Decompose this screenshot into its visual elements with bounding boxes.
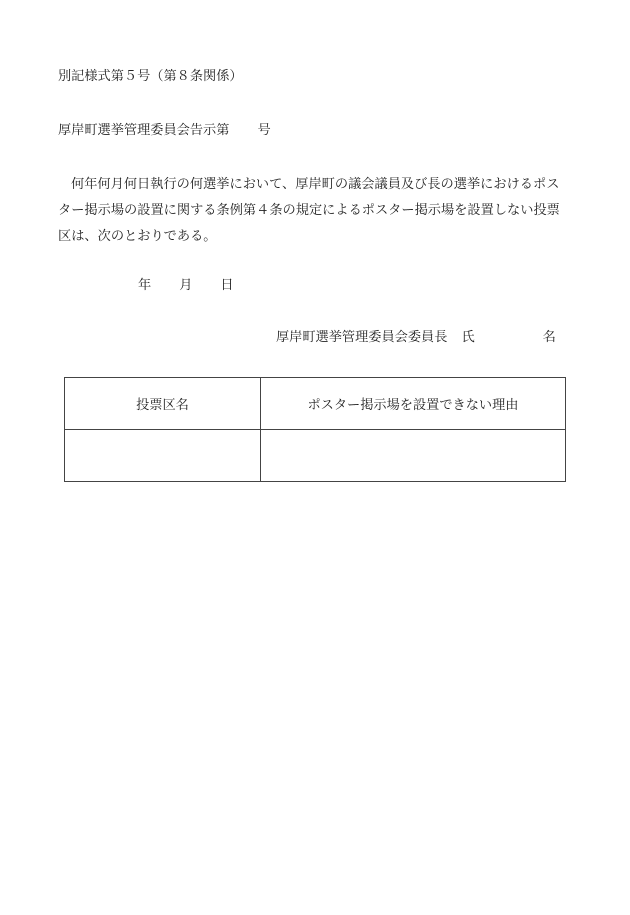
cell-precinct-name [65, 430, 261, 482]
header-reason: ポスター掲示場を設置できない理由 [261, 378, 566, 430]
signer-title: 厚岸町選挙管理委員会委員長 [276, 330, 448, 345]
body-paragraph-line: 何年何月何日執行の何選挙において、厚岸町の議会議員及び長の選挙におけるポス [71, 177, 560, 192]
signer-family-name: 氏 [461, 330, 475, 345]
notice-number [58, 124, 271, 137]
signer-line [276, 331, 556, 344]
date-line [138, 279, 234, 292]
precinct-table [64, 377, 566, 482]
cell-reason [261, 430, 566, 482]
notice-suffix: 号 [257, 123, 271, 138]
date-year: 年 [138, 278, 152, 293]
body-paragraph-line: 区は、次のとおりである。 [58, 229, 217, 244]
header-precinct-name: 投票区名 [65, 378, 261, 430]
date-day: 日 [220, 278, 234, 293]
table-header-row [65, 378, 566, 430]
date-month: 月 [179, 278, 193, 293]
form-label: 別記様式第５号（第８条関係） [58, 69, 243, 84]
table-row [65, 430, 566, 482]
body-paragraph-line: ター掲示場の設置に関する条例第４条の規定によるポスター掲示場を設置しない投票 [58, 203, 560, 218]
signer-given-name: 名 [542, 330, 556, 345]
notice-prefix: 厚岸町選挙管理委員会告示第 [58, 123, 230, 138]
